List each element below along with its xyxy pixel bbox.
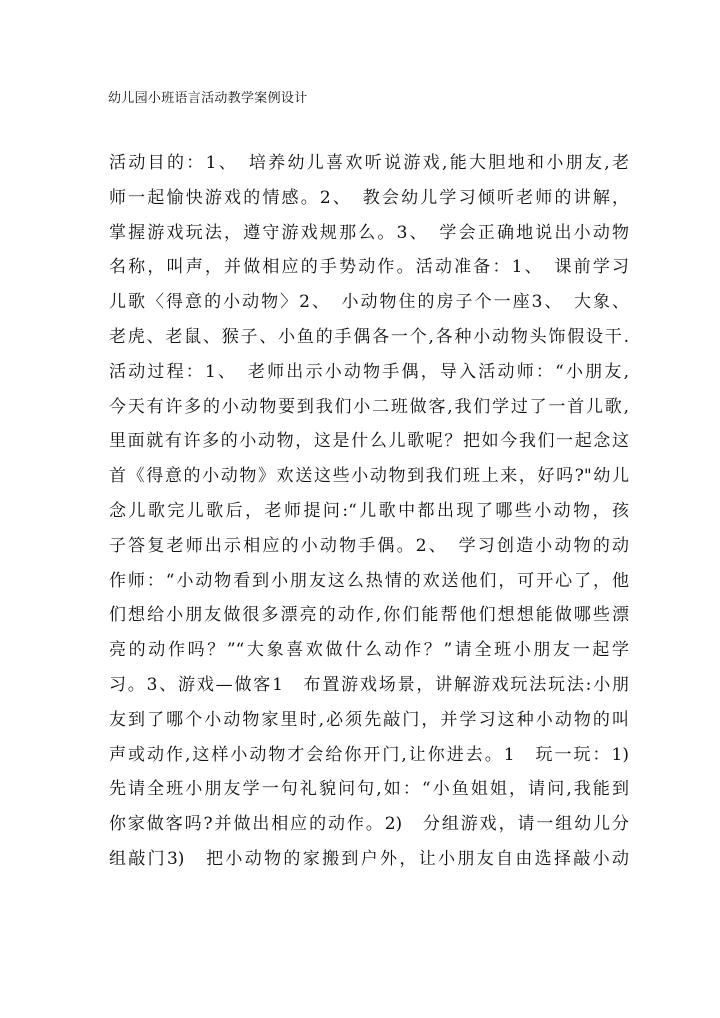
body-line: 活动目的：1、 培养幼儿喜欢听说游戏,能大胆地和小朋友,老 bbox=[109, 153, 629, 173]
body-line: 活动过程：1、 老师出示小动物手偶，导入活动师：“小朋友, bbox=[109, 361, 629, 382]
body-line: 师一起愉快游戏的情感。2、 教会幼儿学习倾听老师的讲解， bbox=[109, 187, 629, 208]
body-line: 作师：“小动物看到小朋友这么热情的欢送他们，可开心了，他 bbox=[109, 570, 629, 591]
body-line: 里面就有许多的小动物，这是什么儿歌呢？把如今我们一起念这 bbox=[109, 431, 629, 452]
body-line: 声或动作,这样小动物才会给你开门,让你进去。1 玩一玩：1) bbox=[109, 744, 629, 765]
body-line: 念儿歌完儿歌后，老师提问:“儿歌中都出现了哪些小动物，孩 bbox=[109, 500, 629, 521]
body-line: 儿歌〈得意的小动物〉2、 小动物住的房子个一座3、 大象、 bbox=[109, 292, 629, 313]
document-body bbox=[109, 146, 629, 877]
document-title: 幼儿园小班语言活动教学案例设计 bbox=[108, 91, 308, 106]
body-line: 你家做客吗?并做出相应的动作。2) 分组游戏，请一组幼儿分 bbox=[109, 814, 629, 835]
body-line: 掌握游戏玩法，遵守游戏规那么。3、 学会正确地说出小动物 bbox=[109, 222, 629, 243]
body-line: 今天有许多的小动物要到我们小二班做客,我们学过了一首儿歌, bbox=[109, 396, 629, 417]
body-line: 们想给小朋友做很多漂亮的动作,你们能帮他们想想能做哪些漂 bbox=[109, 605, 629, 626]
body-line: 组敲门3) 把小动物的家搬到户外，让小朋友自由选择敲小动 bbox=[109, 848, 629, 869]
body-line: 名称，叫声，并做相应的手势动作。活动准备：1、 课前学习 bbox=[109, 257, 629, 278]
body-line: 首《得意的小动物》欢送这些小动物到我们班上来，好吗?"幼儿 bbox=[109, 466, 629, 487]
body-line: 习。3、游戏—做客1 布置游戏场景，讲解游戏玩法玩法:小朋 bbox=[109, 674, 629, 695]
body-line: 老虎、老鼠、猴子、小鱼的手偶各一个,各种小动物头饰假设干. bbox=[109, 326, 629, 347]
body-line: 子答复老师出示相应的小动物手偶。2、 学习创造小动物的动 bbox=[109, 535, 629, 556]
body-line: 亮的动作吗？”“大象喜欢做什么动作？”请全班小朋友一起学 bbox=[109, 640, 629, 661]
body-line: 友到了哪个小动物家里时,必须先敲门，并学习这种小动物的叫 bbox=[109, 709, 629, 730]
body-line: 先请全班小朋友学一句礼貌问句,如：“小鱼姐姐，请问,我能到 bbox=[109, 779, 629, 800]
